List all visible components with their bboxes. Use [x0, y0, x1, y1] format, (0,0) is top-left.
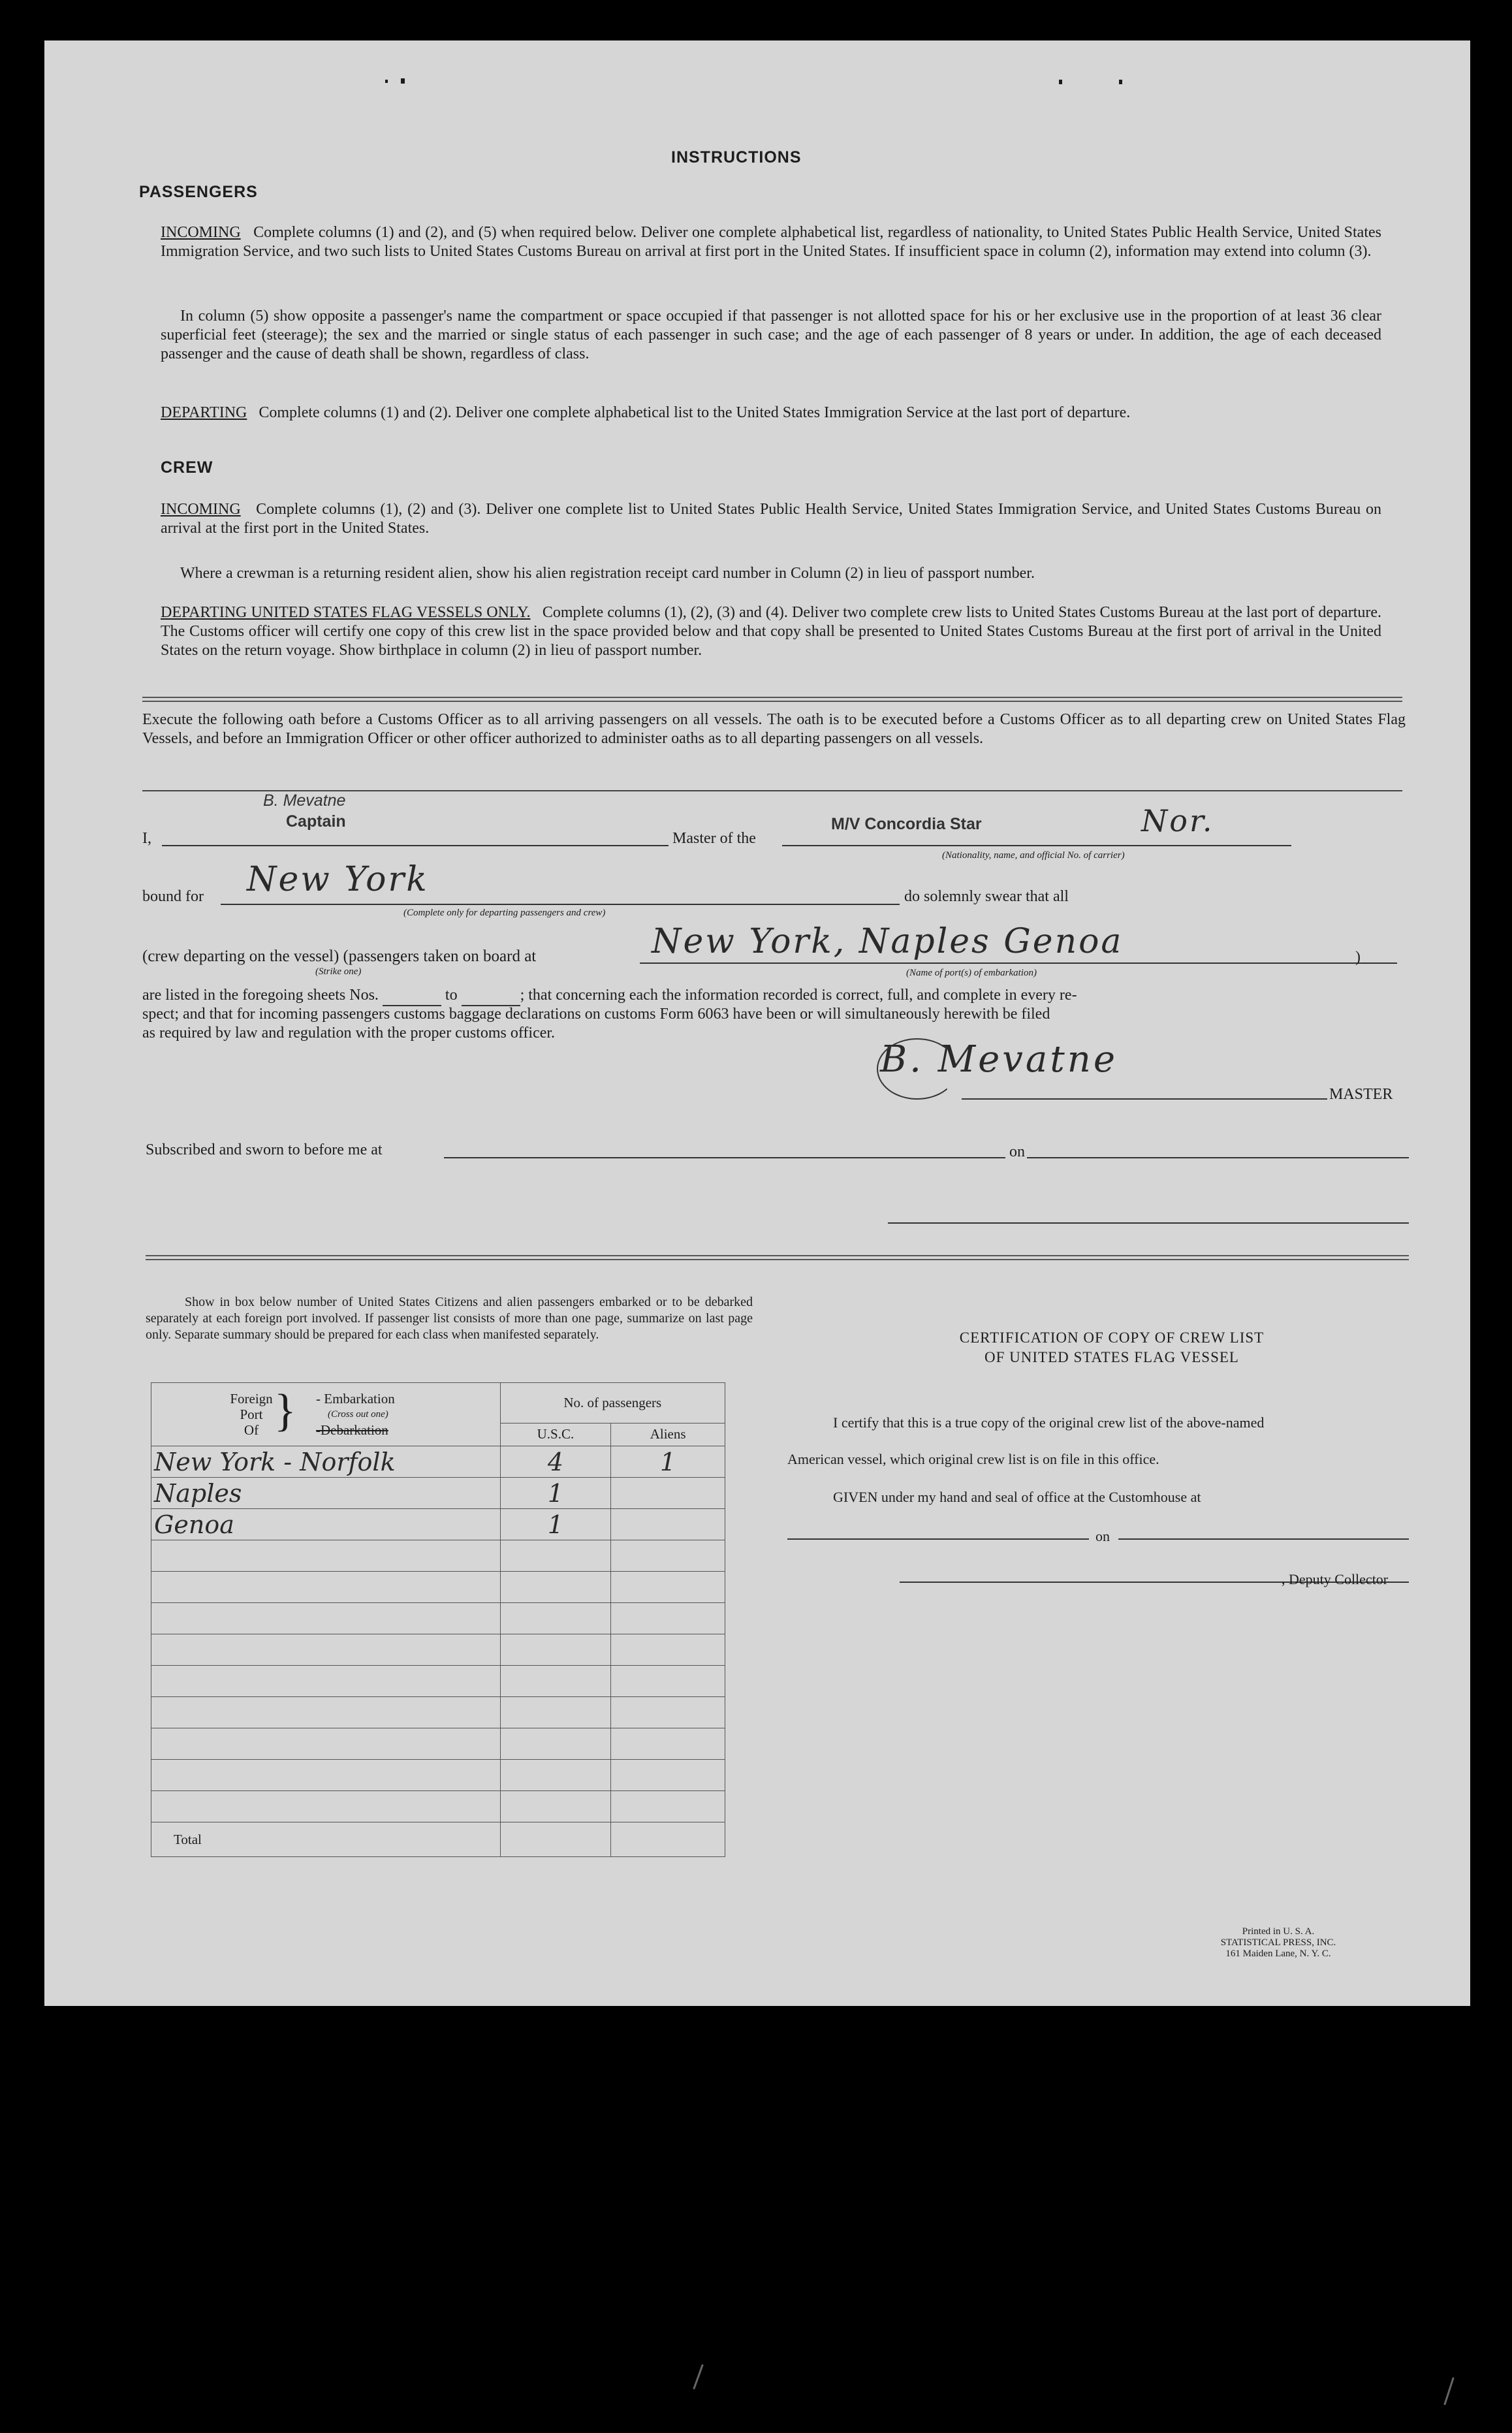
- certification-title-1: CERTIFICATION OF COPY OF CREW LIST: [959, 1329, 1265, 1346]
- bound-for-line: [221, 904, 900, 905]
- bound-for-handwritten: New York: [247, 860, 429, 899]
- port-label: Port: [240, 1407, 263, 1422]
- scan-mark: [1443, 2377, 1454, 2406]
- i-label: I,: [142, 830, 151, 847]
- summary-port-cell: [151, 1791, 501, 1822]
- summary-row: [151, 1603, 725, 1634]
- departing-text: Complete columns (1) and (2). Deliver one complete alphabetical list to the United States Immigration Service at the last port of departure.: [259, 404, 1131, 421]
- vessel-line: [782, 845, 1291, 846]
- embarkation-label: - Embarkation: [316, 1391, 395, 1407]
- summary-usc-cell: [500, 1540, 611, 1572]
- subscribed-date-line: [1027, 1157, 1409, 1158]
- certify-line-1: I certify that this is a true copy of the original crew list of the above-named: [833, 1414, 1265, 1431]
- summary-usc-cell: 4: [500, 1446, 611, 1478]
- crew-departing-text: (crew departing on the vessel) (passengers taken on board at: [142, 947, 537, 965]
- column5-paragraph: In column (5) show opposite a passenger's name the compartment or space occupied if that passenger is not allotted space for his or her exclusive use in the proportion of at least 36 clear superficial feet (steerage); the sex and the married or single status of each passenger in such case; and the age of each passenger of 8 years or under. In addition, the age of each deceased passenger and the cause of death shall be shown, regardless of class.: [161, 308, 1381, 362]
- summary-row: [151, 1478, 725, 1509]
- summary-body: [151, 1446, 725, 1822]
- summary-aliens-cell: [611, 1697, 725, 1728]
- sheet-to-field: [462, 986, 520, 1006]
- debarkation-label: -Debarkation: [316, 1422, 388, 1438]
- bound-for-label: bound for: [142, 888, 204, 905]
- oath-intro: Execute the following oath before a Customs Officer as to all arriving passengers on all vessels. The oath is to be executed before a Customs Officer as to all departing crew on United States Flag Vessels, and before an Immigration Officer or other officer authorized to administer oaths as to all departing passengers on all vessels.: [142, 711, 1406, 747]
- summary-port-cell: New York - Norfolk: [151, 1446, 501, 1478]
- brace-glyph: }: [274, 1386, 296, 1436]
- continuation-2: spect; and that for incoming passengers customs baggage declarations on customs Form 6063 have been or will simultaneously herewith be filed: [142, 1006, 1050, 1023]
- subscribed-on-label: on: [1009, 1143, 1025, 1160]
- subscribed-label: Subscribed and sworn to before me at: [146, 1141, 383, 1158]
- signature-flourish: [877, 1038, 958, 1100]
- ink-speck: [1059, 80, 1062, 84]
- strike-one-caption: (Strike one): [315, 966, 362, 977]
- departing-label: DEPARTING: [161, 404, 247, 421]
- summary-port-cell: [151, 1572, 501, 1603]
- summary-usc-cell: [500, 1634, 611, 1666]
- certification-title: [828, 1328, 1396, 1367]
- usc-header: U.S.C.: [500, 1423, 611, 1446]
- form-sheet: [44, 40, 1470, 2006]
- are-listed-label: are listed in the foregoing sheets Nos.: [142, 987, 379, 1004]
- summary-aliens-cell: [611, 1634, 725, 1666]
- summary-aliens-cell: [611, 1791, 725, 1822]
- printer-line-2: STATISTICAL PRESS, INC.: [1220, 1937, 1336, 1948]
- bound-for-caption: (Complete only for departing passengers and crew): [403, 908, 606, 918]
- instructions-title: INSTRUCTIONS: [671, 148, 802, 167]
- master-of-the-label: Master of the: [672, 830, 756, 847]
- total-usc-cell: [500, 1822, 611, 1857]
- crewman-paragraph: Where a crewman is a returning resident alien, show his alien registration receipt card number in Column (2) in lieu of passport number.: [180, 565, 1035, 582]
- passengers-departing-paragraph: [161, 404, 1381, 422]
- summary-port-cell: [151, 1697, 501, 1728]
- crew-incoming-text: Complete columns (1), (2) and (3). Deliver one complete list to United States Public Health Service, United States Immigration Service, and United States Customs Bureau on arrival at the first port in the United States.: [161, 501, 1382, 537]
- summary-row: [151, 1509, 725, 1540]
- foreign-label: Foreign: [230, 1391, 273, 1407]
- incoming-text: Complete columns (1) and (2), and (5) when required below. Deliver one complete alphabetical list, regardless of nationality, to United States Public Health Service, United States Immigration Service, and two such lists to United States Customs Bureau on arrival at first port in the United States. If insufficient space in column (2), information may extend into column (3).: [161, 224, 1381, 260]
- summary-aliens-cell: [611, 1540, 725, 1572]
- certify-date-line: [1118, 1538, 1409, 1540]
- summary-usc-cell: [500, 1697, 611, 1728]
- summary-port-cell: [151, 1728, 501, 1760]
- master-signature-line: [962, 1098, 1327, 1100]
- summary-aliens-cell: [611, 1509, 725, 1540]
- summary-row: [151, 1791, 725, 1822]
- passenger-summary-table: [151, 1382, 725, 1857]
- ink-speck: [385, 80, 388, 83]
- summary-port-cell: Genoa: [151, 1509, 501, 1540]
- officer-signature-line: [888, 1222, 1409, 1224]
- departing-flag-text: Complete columns (1), (2), (3) and (4). Deliver two complete crew lists to United States Customs Bureau at the last port of departure. The Customs officer will certify one copy of this crew list in the space provided below and that copy shall be presented to United States Customs Bureau at the first port of arrival in the United States on the return voyage. Show birthplace in column (2) in lieu of passport number.: [161, 604, 1382, 659]
- embarkation-options: [316, 1391, 395, 1438]
- deputy-collector-label: , Deputy Collector: [1282, 1571, 1389, 1587]
- summary-usc-cell: 1: [500, 1478, 611, 1509]
- summary-aliens-cell: [611, 1666, 725, 1697]
- printer-line-3: 161 Maiden Lane, N. Y. C.: [1225, 1948, 1331, 1959]
- summary-row: [151, 1760, 725, 1791]
- summary-aliens-cell: [611, 1572, 725, 1603]
- crew-heading: CREW: [161, 458, 213, 477]
- subscribed-place-line: [444, 1157, 1005, 1158]
- certify-line-3: GIVEN under my hand and seal of office at the Customhouse at: [833, 1489, 1201, 1505]
- summary-row: [151, 1728, 725, 1760]
- summary-port-cell: [151, 1760, 501, 1791]
- certify-line-2: American vessel, which original crew list is on file in this office.: [787, 1451, 1159, 1467]
- cross-out-label: (Cross out one): [328, 1409, 388, 1420]
- certification-title-2: OF UNITED STATES FLAG VESSEL: [984, 1349, 1239, 1365]
- ink-speck: [1119, 80, 1122, 84]
- crew-incoming-paragraph: [161, 500, 1381, 538]
- summary-usc-cell: [500, 1572, 611, 1603]
- vessel-handwritten: Nor.: [1141, 803, 1214, 838]
- total-aliens-cell: [611, 1822, 725, 1857]
- incoming-label: INCOMING: [161, 224, 241, 241]
- ports-line: [640, 962, 1397, 964]
- typed-name: B. Mevatne: [263, 791, 346, 810]
- passengers-heading: PASSENGERS: [139, 183, 258, 201]
- continuation-1: ; that concerning each the information recorded is correct, full, and complete in every re-: [520, 987, 1077, 1004]
- summary-aliens-cell: [611, 1478, 725, 1509]
- summary-aliens-cell: 1: [611, 1446, 725, 1478]
- ink-speck: [401, 78, 405, 84]
- close-paren: ): [1355, 949, 1361, 966]
- master-label: MASTER: [1329, 1086, 1393, 1103]
- departing-flag-label: DEPARTING UNITED STATES FLAG VESSELS ONLY.: [161, 604, 531, 621]
- summary-usc-cell: [500, 1728, 611, 1760]
- passengers-incoming-paragraph: [161, 223, 1381, 261]
- aliens-header: Aliens: [611, 1423, 725, 1446]
- summary-row: [151, 1697, 725, 1728]
- sheet-from-field: [383, 986, 441, 1006]
- master-name-line: [162, 845, 669, 846]
- vessel-caption: (Nationality, name, and official No. of carrier): [942, 850, 1125, 861]
- printer-line-1: Printed in U. S. A.: [1242, 1926, 1315, 1937]
- no-passengers-header: No. of passengers: [500, 1383, 725, 1423]
- vessel-typed: M/V Concordia Star: [831, 815, 982, 833]
- summary-instructions: Show in box below number of United States Citizens and alien passengers embarked or to be debarked separately at each foreign port involved. If passenger list consists of more than one page, summarize on last page only. Separate summary should be prepared for each class when manifested separately.: [146, 1295, 753, 1342]
- summary-port-cell: [151, 1666, 501, 1697]
- ports-handwritten: New York, Naples Genoa: [652, 922, 1124, 961]
- certify-on-label: on: [1095, 1528, 1110, 1544]
- typed-rank: Captain: [286, 812, 346, 831]
- scan-mark: [693, 2364, 704, 2390]
- summary-port-cell: [151, 1540, 501, 1572]
- summary-usc-cell: [500, 1760, 611, 1791]
- continuation-3: as required by law and regulation with the proper customs officer.: [142, 1025, 556, 1042]
- summary-row: [151, 1634, 725, 1666]
- summary-total-row: [151, 1822, 725, 1857]
- lower-divider: [146, 1255, 1409, 1260]
- summary-header-row: [151, 1383, 725, 1423]
- swear-text: do solemnly swear that all: [904, 888, 1069, 905]
- summary-port-cell: [151, 1603, 501, 1634]
- summary-aliens-cell: [611, 1728, 725, 1760]
- master-signature: B. Mevatne: [880, 1038, 1118, 1081]
- are-listed-line: [142, 986, 1409, 1006]
- section-divider: [142, 697, 1402, 702]
- port-header-cell: [151, 1383, 501, 1446]
- of-label: Of: [244, 1422, 259, 1438]
- summary-aliens-cell: [611, 1603, 725, 1634]
- summary-port-cell: [151, 1634, 501, 1666]
- crew-incoming-label: INCOMING: [161, 501, 241, 518]
- ports-caption: (Name of port(s) of embarkation): [906, 968, 1037, 978]
- summary-usc-cell: [500, 1603, 611, 1634]
- customhouse-line: [787, 1538, 1089, 1540]
- summary-usc-cell: [500, 1666, 611, 1697]
- summary-row: [151, 1666, 725, 1697]
- departing-flag-paragraph: [161, 603, 1381, 660]
- summary-usc-cell: 1: [500, 1509, 611, 1540]
- summary-row: [151, 1446, 725, 1478]
- summary-usc-cell: [500, 1791, 611, 1822]
- summary-row: [151, 1572, 725, 1603]
- printer-imprint: [1180, 1926, 1376, 1960]
- to-label: to: [445, 987, 458, 1004]
- summary-row: [151, 1540, 725, 1572]
- foreign-port-of-label: [228, 1391, 274, 1438]
- summary-aliens-cell: [611, 1760, 725, 1791]
- total-label: Total: [151, 1822, 501, 1857]
- summary-port-cell: Naples: [151, 1478, 501, 1509]
